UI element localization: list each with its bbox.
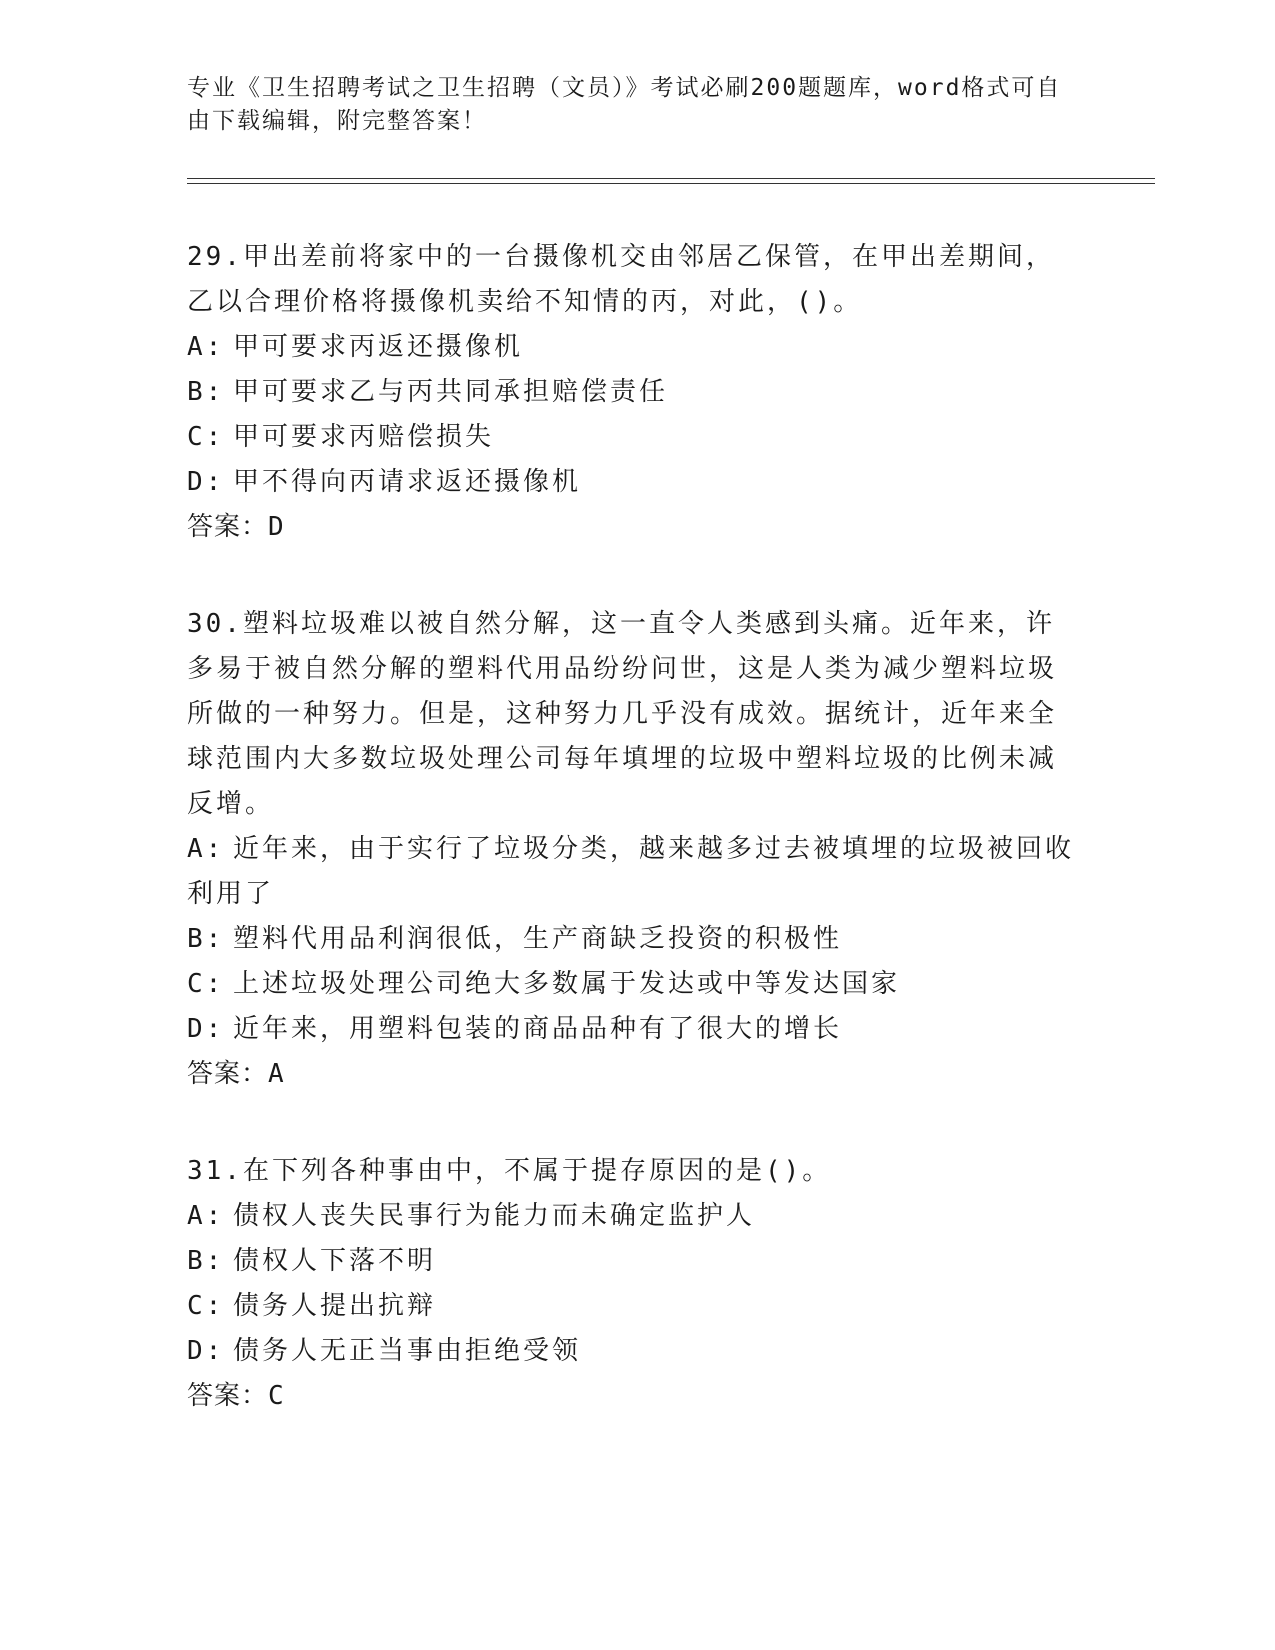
document-header: 专业《卫生招聘考试之卫生招聘（文员）》考试必刷200题题库，word格式可自由下载编辑，附完整答案！ [187,75,1062,134]
option-text: 甲不得向丙请求返还摄像机 [233,467,582,497]
option-text: 债权人下落不明 [233,1246,437,1276]
option-c [187,962,1077,1007]
option-text: 甲可要求乙与丙共同承担赔偿责任 [233,377,669,407]
option-key: D: [187,1336,225,1366]
option-d [187,1329,1077,1374]
option-text: 上述垃圾处理公司绝大多数属于发达或中等发达国家 [233,969,901,999]
option-text: 塑料代用品利润很低，生产商缺乏投资的积极性 [233,924,843,954]
option-d [187,1007,1077,1052]
option-text: 近年来，由于实行了垃圾分类，越来越多过去被填埋的垃圾被回收利用了 [187,834,1075,909]
option-key: B: [187,1246,225,1276]
option-key: C: [187,1291,225,1321]
option-text: 债权人丧失民事行为能力而未确定监护人 [233,1201,756,1231]
option-text: 甲可要求丙赔偿损失 [233,422,495,452]
question-stem: 31.在下列各种事由中，不属于提存原因的是()。 [187,1156,832,1186]
header-divider-bottom [187,183,1155,184]
option-key: B: [187,377,225,407]
option-b [187,917,1077,962]
question-stem: 30.塑料垃圾难以被自然分解，这一直令人类感到头痛。近年来，许多易于被自然分解的塑料代用品纷纷问世，这是人类为减少塑料垃圾所做的一种努力。但是，这种努力几乎没有成效。据统计，近年来全球范围内大多数垃圾处理公司每年填埋的垃圾中塑料垃圾的比例未减反增。 [187,609,1058,819]
answer-label: 答案：A [187,1059,285,1089]
option-key: D: [187,467,225,497]
option-text: 债务人提出抗辩 [233,1291,437,1321]
option-key: A: [187,332,225,362]
option-key: C: [187,969,225,999]
header-divider-top [187,178,1155,179]
option-c [187,415,1077,460]
option-a [187,325,1077,370]
option-text: 近年来，用塑料包装的商品品种有了很大的增长 [233,1014,843,1044]
option-key: B: [187,924,225,954]
option-c [187,1284,1077,1329]
option-key: D: [187,1014,225,1044]
option-key: C: [187,422,225,452]
question-31 [187,1149,1077,1419]
option-key: A: [187,834,225,864]
option-b [187,1239,1077,1284]
question-list [187,235,1077,1471]
question-30 [187,602,1077,1097]
answer-label: 答案：C [187,1381,285,1411]
option-b [187,370,1077,415]
question-29 [187,235,1077,550]
option-a [187,827,1077,917]
option-a [187,1194,1077,1239]
question-stem: 29.甲出差前将家中的一台摄像机交由邻居乙保管，在甲出差期间，乙以合理价格将摄像机卖给不知情的丙，对此，()。 [187,242,1055,317]
option-text: 甲可要求丙返还摄像机 [233,332,524,362]
option-d [187,460,1077,505]
option-key: A: [187,1201,225,1231]
option-text: 债务人无正当事由拒绝受领 [233,1336,582,1366]
answer-label: 答案：D [187,512,285,542]
